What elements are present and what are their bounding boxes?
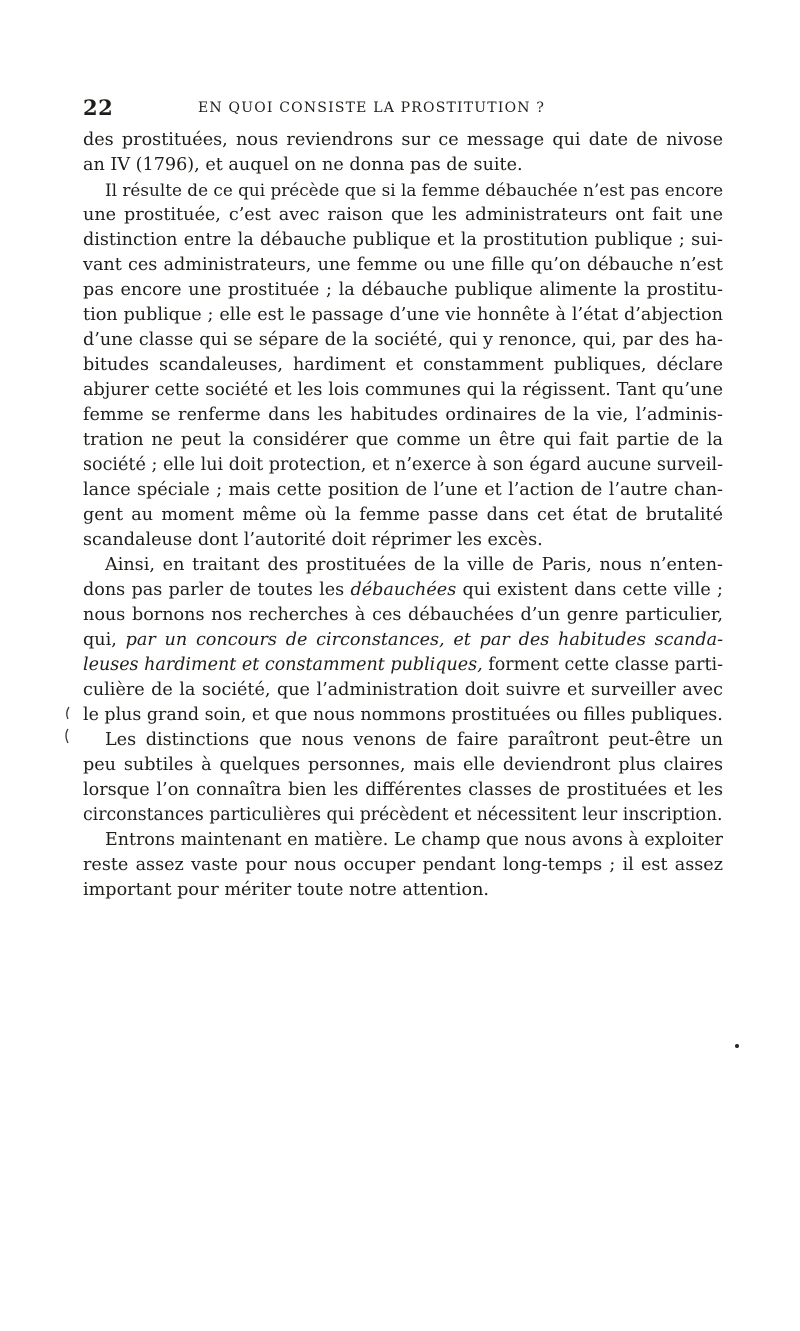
text-line: pas encore une prostituée ; la débauche publique alimente la prostitu- <box>83 280 723 300</box>
text-line: lance spéciale ; mais cette position de l’une et l’action de l’autre chan- <box>83 480 723 500</box>
text-line <box>83 578 723 603</box>
text-line: scandaleuse dont l’autorité doit réprimer les excès. <box>83 530 543 550</box>
body-text <box>83 128 723 903</box>
text-line: gent au moment même où la femme passe dans cet état de brutalité <box>83 505 723 525</box>
text-line: important pour mériter toute notre attention. <box>83 880 489 900</box>
text-segment: qui existent dans cette ville ; <box>456 580 723 600</box>
italic-text: débauchées <box>350 580 457 600</box>
text-segment: dons pas parler de toutes les <box>83 580 351 600</box>
text-line: nous bornons nos recherches à ces débauchées d’un genre particulier, <box>83 605 723 625</box>
italic-text: par un concours de circonstances, et par des habitudes scanda- <box>125 630 724 650</box>
text-line: société ; elle lui doit protection, et n’exerce à son égard aucune surveil- <box>83 455 723 475</box>
text-line <box>83 628 723 653</box>
text-line: reste assez vaste pour nous occuper pendant long-temps ; il est assez <box>83 855 723 875</box>
margin-dot <box>735 1044 739 1048</box>
text-line: une prostituée, c’est avec raison que les administrateurs ont fait une <box>83 205 723 225</box>
text-line: peu subtiles à quelques personnes, mais elle deviendront plus claires <box>83 755 723 775</box>
text-line: femme se renferme dans les habitudes ordinaires de la vie, l’adminis- <box>83 405 723 425</box>
text-line: tration ne peut la considérer que comme un être qui fait partie de la <box>83 430 723 450</box>
text-line: d’une classe qui se sépare de la société, qui y renonce, qui, par des ha- <box>83 330 723 350</box>
text-line: distinction entre la débauche publique et la prostitution publique ; sui- <box>83 230 723 250</box>
text-line: vant ces administrateurs, une femme ou une fille qu’on débauche n’est <box>83 255 723 275</box>
text-line <box>83 653 723 678</box>
text-line: bitudes scandaleuses, hardiment et constamment publiques, déclare <box>83 355 723 375</box>
italic-text: leuses hardiment et constamment publiques, <box>83 655 483 675</box>
text-line: le plus grand soin, et que nous nommons prostituées ou filles publiques. <box>83 705 723 725</box>
page-header <box>83 95 723 125</box>
text-line: Entrons maintenant en matière. Le champ que nous avons à exploiter <box>105 830 723 850</box>
text-line: circonstances particulières qui précèdent et nécessitent leur inscription. <box>83 805 723 825</box>
text-line: Ainsi, en traitant des prostituées de la ville de Paris, nous n’enten- <box>105 555 723 575</box>
running-head: EN QUOI CONSISTE LA PROSTITUTION ? <box>198 100 546 116</box>
text-line: abjurer cette société et les lois communes qui la régissent. Tant qu’une <box>83 380 723 400</box>
text-line: Les distinctions que nous venons de faire paraîtront peut-être un <box>105 730 723 750</box>
page-number: 22 <box>83 95 114 120</box>
text-line: culière de la société, que l’administration doit suivre et surveiller avec <box>83 680 723 700</box>
text-line: tion publique ; elle est le passage d’une vie honnête à l’état d’abjection <box>83 305 723 325</box>
text-segment: qui, <box>83 630 126 650</box>
text-segment: forment cette classe parti- <box>482 655 724 675</box>
margin-pencil-mark <box>62 705 72 745</box>
text-line: an IV (1796), et auquel on ne donna pas de suite. <box>83 155 523 175</box>
text-line: Il résulte de ce qui précède que si la femme débauchée n’est pas encore <box>105 180 724 200</box>
text-line: des prostituées, nous reviendrons sur ce message qui date de nivose <box>83 130 723 150</box>
text-line: lorsque l’on connaîtra bien les différentes classes de prostituées et les <box>83 780 723 800</box>
